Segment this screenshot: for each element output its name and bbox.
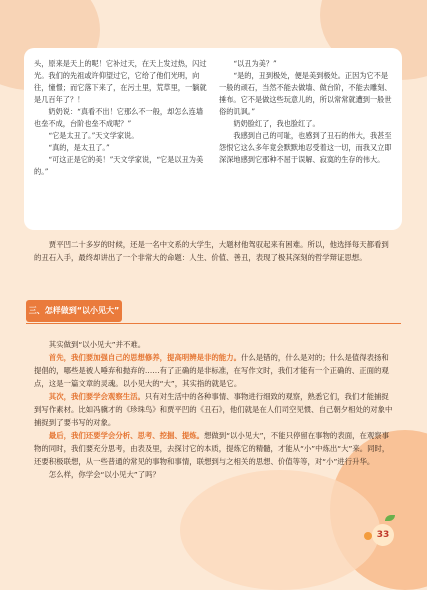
- key-point: 最后，我们还要学会分析、思考、挖掘、提炼。: [48, 431, 205, 440]
- story-paragraph: “是的，丑到极处，便是美到极处。正因为它不是一般的顽石，当然不能去做墙、做台阶，不能去雕刻、捶布。它不是做这些玩意儿的，所以常常就遭到一般世俗的讥讽。”: [219, 71, 392, 116]
- story-paragraph: 我感到自己的可耻，也感到了丑石的伟大，我甚至怨恨它这么多年竟会默默地忍受着这一切，而我又立即深深地感到它那种不屈于误解、寂寞的生存的伟大。: [219, 131, 392, 164]
- section-body: [34, 338, 396, 481]
- body-text: 什么是错的，什么是对的；什么是值得表扬和提倡的，哪些是被人唾弃和抛弃的……有了正确的是非标准，在写作文时，我们才能有一个正确的、正面的观点，这是一篇文章的灵魂。以小见大的“大”，其实指的就是它。: [34, 353, 389, 388]
- story-paragraph: 奶奶说：“真看不出！它那么不一般，却怎么连墙也垒不成，台阶也垒不成呢？”: [34, 107, 204, 128]
- decor-blob: [180, 470, 380, 590]
- story-paragraph: “可这正是它的美！”天文学家说，“它是以丑为美的。”: [34, 155, 204, 176]
- body-paragraph: 其实做到“以小见大”并不难。: [48, 340, 146, 349]
- body-text: 想做到“以小见大”，不能只停留在事物的表面，在观察事物的同时，我们要充分思考，由表及里，去探讨它的本质，提炼它的精髓，才能从“小”中炼出“大”来。同时，还要积极联想，从一些普通的常见的事物和事情，联想到与之相关的思想、价值等等，对“小”进行升华。: [34, 431, 390, 466]
- story-left-column: [34, 58, 207, 222]
- story-paragraph: “真的，是太丑了。”: [48, 143, 110, 152]
- key-point: 其次，我们要学会观察生活。: [48, 392, 145, 401]
- body-paragraph: [34, 351, 396, 390]
- story-paragraph: 奶奶脸红了，我也脸红了。: [233, 119, 320, 128]
- body-paragraph: [34, 429, 396, 468]
- body-paragraph: 怎么样，你学会“以小见大”了吗？: [48, 470, 160, 479]
- intro-paragraph: 贾平凹二十多岁的时候，还是一名中文系的大学生，大题材他驾驭起来有困难。所以，他选择每天都看到的丑石入手，最终却讲出了一个非常大的命题：人生、价值、善丑，表现了极其深刻的哲学辩证思想。: [34, 240, 389, 262]
- section-banner: 三、怎样做到“以小见大”: [26, 300, 122, 322]
- key-point: 首先，我们要加强自己的思想修养，提高明辨是非的能力。: [48, 353, 241, 362]
- section-divider: [26, 323, 401, 324]
- body-text: 只有对生活中的各种事情、事物进行细致的观察，熟悉它们，我们才能捕捉到写作素材。比如冯骥才的《珍珠鸟》和贾平凹的《丑石》，他们就是在人们司空见惯、自己朝夕相处的对象中捕捉到了要书写的对象。: [34, 392, 393, 427]
- story-excerpt-card: [24, 48, 402, 230]
- body-paragraph: [34, 390, 396, 429]
- intro-text: [34, 238, 394, 264]
- orange-dot-icon: [364, 532, 372, 540]
- page-number: 33: [372, 524, 394, 546]
- story-paragraph: “以丑为美？”: [233, 59, 277, 68]
- story-right-column: [219, 58, 392, 222]
- story-paragraph: 头，原来是天上的呢！它补过天，在天上发过热，闪过光。我们的先祖或许仰望过它，它给了他们光明，向往，憧憬；而它落下来了，在污土里，荒草里，一躺就是几百年了？！: [34, 59, 207, 104]
- story-paragraph: “它是太丑了。”天文学家说。: [48, 131, 139, 140]
